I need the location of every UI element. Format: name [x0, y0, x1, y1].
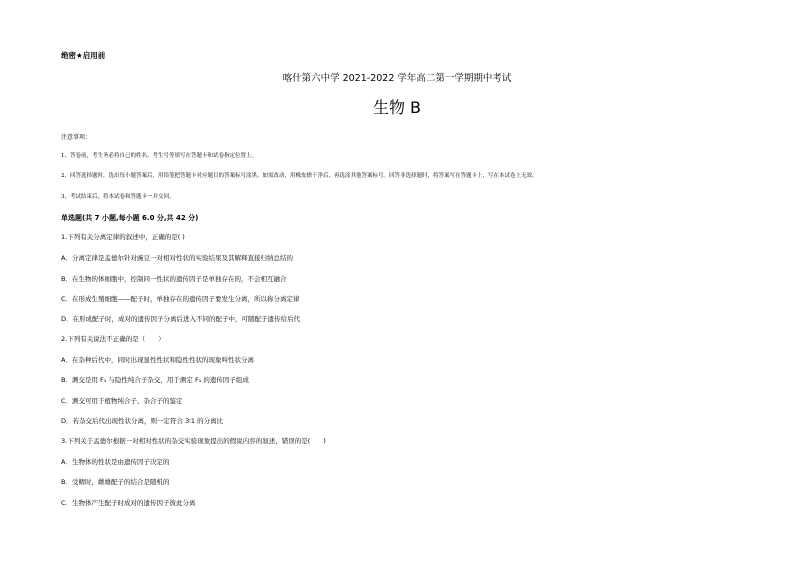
exam-title: 喀什第六中学 2021-2022 学年高二第一学期期中考试 [282, 73, 512, 84]
notes-heading: 注意事项： [61, 134, 92, 141]
question-stem: 1.下列有关分离定律的叙述中，正确的是( ) [61, 233, 185, 241]
question-option: A．生物体的性状是由遗传因子决定的 [61, 458, 170, 466]
question-option: B．测交是用 F₁ 与隐性纯合子杂交，用于测定 F₁ 的遗传因子组成 [61, 376, 249, 384]
question-option: C．在形成生殖细胞——配子时，单独存在的遗传因子要发生分离，所以称分离定律 [61, 295, 300, 303]
question-option: A．分离定律是孟德尔针对豌豆一对相对性状的实验结果及其解释直接归纳总结的 [61, 254, 293, 262]
question-option: C．测交可用于植物纯合子、杂合子的鉴定 [61, 397, 183, 405]
note-item: 1、答卷前，考生务必将自己的姓名、考生号等填写在答题卡和试卷指定位置上。 [61, 153, 258, 159]
note-item: 3、考试结束后，将本试卷和答题卡一并交回。 [61, 194, 175, 200]
question-option: C．生物体产生配子时成对的遗传因子彼此分离 [61, 499, 196, 507]
section-title: 单选题(共 7 小题,每小题 6.0 分,共 42 分) [61, 214, 199, 222]
question-option: B．受精时，雌雄配子的结合是随机的 [61, 478, 170, 486]
question-option: B．在生物的体细胞中，控制同一性状的遗传因子是单独存在的，不会相互融合 [61, 275, 287, 283]
question-option: D．若杂交后代出现性状分离，则一定符合 3∶1 的分离比 [61, 417, 224, 425]
note-item: 2、回答选择题时，选出每小题答案后，用铅笔把答题卡对应题目的答案标号涂黑。如需改动，用橡皮擦干净后，再选涂其他答案标号。回答非选择题时，将答案写在答题卡上，写在本试卷上无效。 [61, 173, 538, 179]
secret-mark: 绝密★启用前 [61, 51, 106, 60]
question-option: A．在杂种后代中，同时出现显性性状和隐性性状的现象叫性状分离 [61, 356, 254, 364]
question-stem: 3.下列关于孟德尔根据一对相对性状的杂交实验现象提出的假说内容的叙述，错误的是( ) [61, 437, 326, 445]
question-stem: 2.下列有关说法不正确的是（ ） [61, 335, 165, 343]
question-option: D．在形成配子时，成对的遗传因子分离后进入不同的配子中，可随配子遗传给后代 [61, 315, 301, 323]
subject-title: 生物 B [372, 98, 422, 117]
